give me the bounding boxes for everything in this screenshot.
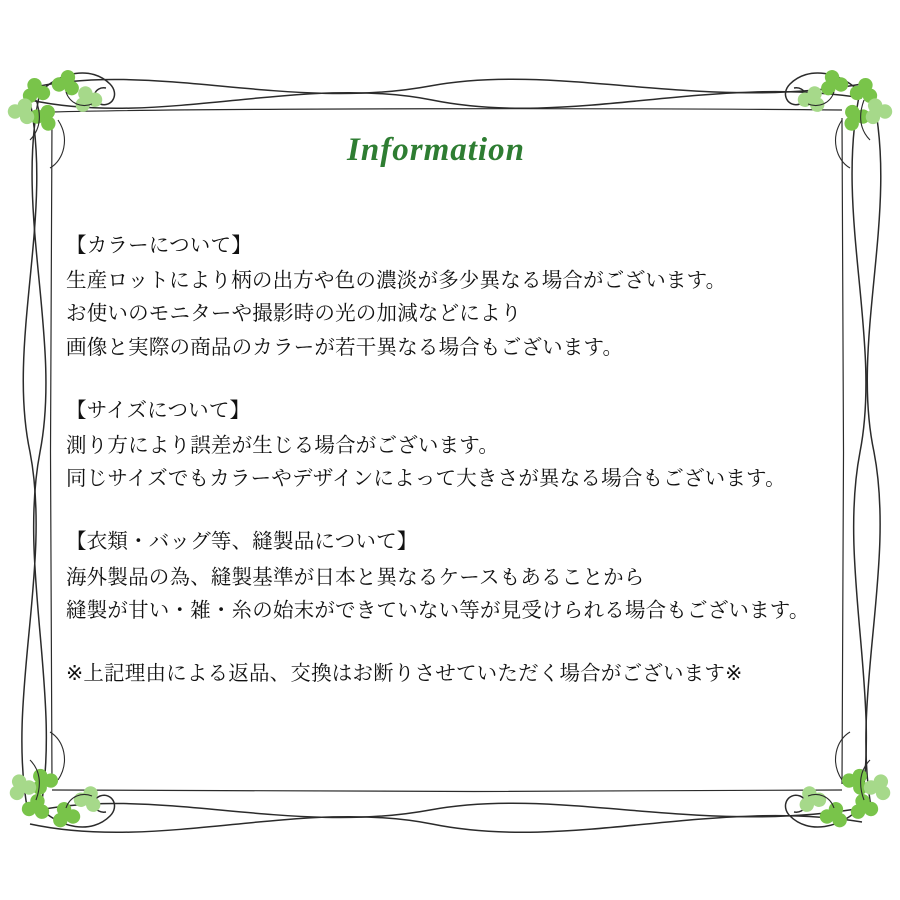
section-color	[66, 229, 850, 364]
section-heading: 【衣類・バッグ等、縫製品について】	[66, 530, 418, 554]
section-line: 測り方により誤差が生じる場合がございます。	[66, 434, 500, 458]
clover-corner-bottom-left	[4, 760, 106, 829]
content-area	[60, 110, 850, 750]
return-policy-note: ※上記理由による返品、交換はお断りさせていただく場合がございます※	[66, 662, 743, 686]
clover-corner-bottom-right	[794, 760, 896, 829]
section-heading: 【カラーについて】	[66, 234, 252, 257]
section-sewn-products	[66, 525, 850, 627]
section-heading: 【サイズについて】	[66, 398, 251, 422]
section-line: 生産ロットにより柄の出方や色の濃淡が多少異なる場合がございます。	[66, 269, 727, 293]
notice-body	[66, 229, 850, 690]
section-line: お使いのモニターや撮影時の光の加減などにより	[66, 302, 522, 326]
section-line: 同じサイズでもカラーやデザインによって大きさが異なる場合もございます。	[66, 467, 786, 491]
section-line: 縫製が甘い・雑・糸の始末ができていない等が見受けられる場合もございます。	[66, 598, 810, 622]
section-line: 画像と実際の商品のカラーが若干異なる場合もございます。	[66, 335, 624, 359]
section-size	[66, 394, 850, 496]
page-title: Information	[347, 132, 525, 168]
section-line: 海外製品の為、縫製基準が日本と異なるケースもあることから	[66, 565, 645, 589]
